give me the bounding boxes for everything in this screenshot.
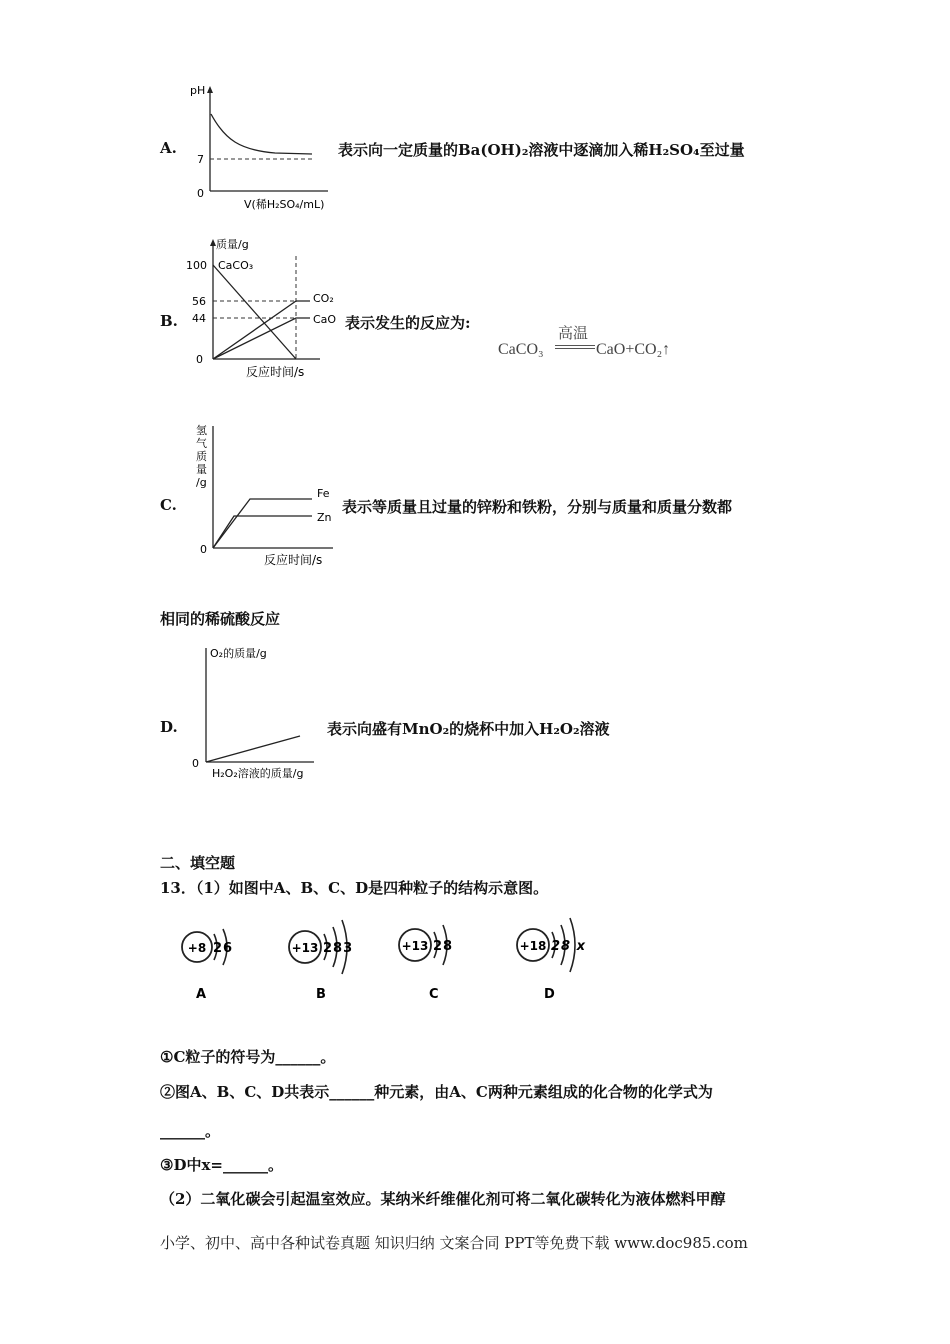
particle-c-nucleus: +13 — [401, 939, 429, 953]
q13-question-1: ①C粒子的符号为______。 — [160, 1048, 336, 1066]
c-y-label-1: 氢 — [196, 424, 207, 437]
particle-b-shells: 283 — [323, 941, 354, 956]
b-tick-56: 56 — [192, 295, 206, 308]
section-title: 二、填空题 — [160, 854, 236, 872]
option-a-letter: A. — [160, 139, 177, 157]
option-c-text: 表示等质量且过量的锌粉和铁粉，分别与质量和质量分数都 — [342, 498, 733, 516]
option-d-text: 表示向盛有MnO₂的烧杯中加入H₂O₂溶液 — [327, 720, 610, 738]
c-series-fe: Fe — [317, 487, 330, 500]
d-origin: 0 — [192, 757, 199, 770]
c-y-label-3: 质 — [196, 450, 207, 463]
b-y-label: 质量/g — [216, 238, 249, 251]
page-footer: 小学、初中、高中各种试卷真题 知识归纳 文案合同 PPT等免费下载 www.doc985.com — [160, 1234, 748, 1252]
option-b-letter: B. — [160, 312, 178, 330]
option-a-graph — [180, 78, 340, 216]
particle-d — [517, 918, 586, 1002]
d-y-label: O₂的质量/g — [210, 647, 267, 660]
particle-b-nucleus: +13 — [291, 941, 319, 955]
equation-left: CaCO₃ — [498, 341, 544, 358]
a-origin: 0 — [197, 187, 204, 200]
particle-a-shells: 26 — [213, 941, 234, 956]
c-y-label-5: /g — [196, 476, 207, 489]
option-a-text: 表示向一定质量的Ba(OH)₂溶液中逐滴加入稀H₂SO₄至过量 — [338, 141, 745, 159]
particle-c-label: C — [429, 987, 439, 1002]
option-b-text: 表示发生的反应为: — [345, 314, 471, 332]
particle-a — [182, 929, 233, 1002]
particle-d-nucleus: +18 — [519, 939, 547, 953]
q13-question-3: ③D中x=______。 — [160, 1156, 283, 1174]
a-x-label: V(稀H₂SO₄/mL) — [244, 198, 325, 211]
c-origin: 0 — [200, 543, 207, 556]
option-b-graph — [180, 232, 345, 384]
option-d-graph — [184, 640, 334, 785]
option-d-letter: D. — [160, 718, 178, 736]
particle-c — [399, 925, 453, 1002]
option-b-equation — [498, 322, 698, 364]
b-series-co2: CO₂ — [313, 292, 334, 305]
d-x-label: H₂O₂溶液的质量/g — [212, 767, 304, 780]
option-c-letter: C. — [160, 496, 177, 514]
particle-d-label: D — [544, 987, 555, 1002]
a-tick-7: 7 — [197, 153, 204, 166]
q13-question-2-cont: ______。 — [160, 1122, 221, 1140]
particle-a-label: A — [196, 987, 207, 1002]
c-y-label-4: 量 — [196, 463, 207, 476]
a-y-label: pH — [190, 84, 206, 97]
particle-d-shells: 28 x — [551, 939, 587, 954]
q13-question-2: ②图A、B、C、D共表示______种元素，由A、C两种元素组成的化合物的化学式为 — [160, 1083, 713, 1101]
option-c-continuation: 相同的稀硫酸反应 — [160, 610, 281, 628]
b-series-cao: CaO — [313, 313, 337, 326]
q13-question-4: （2）二氧化碳会引起温室效应。某纳米纤维催化剂可将二氧化碳转化为液体燃料甲醇 — [160, 1190, 726, 1208]
b-origin: 0 — [196, 353, 203, 366]
b-tick-44: 44 — [192, 312, 206, 325]
option-c-graph — [188, 418, 343, 570]
particle-b — [289, 920, 353, 1002]
equation-right: CaO+CO₂↑ — [596, 341, 671, 358]
particle-c-shells: 28 — [433, 939, 454, 954]
c-x-label: 反应时间/s — [264, 553, 323, 567]
particle-a-nucleus: +8 — [187, 941, 207, 955]
c-y-label-2: 气 — [196, 437, 207, 450]
c-series-zn: Zn — [317, 511, 332, 524]
b-tick-100: 100 — [186, 259, 207, 272]
b-x-label: 反应时间/s — [246, 365, 305, 379]
q13-intro: 13．（1）如图中A、B、C、D是四种粒子的结构示意图。 — [160, 879, 549, 897]
equation-condition: 高温 — [558, 326, 589, 342]
b-series-caco3: CaCO₃ — [218, 259, 254, 272]
particle-diagrams — [170, 912, 590, 1007]
particle-b-label: B — [316, 987, 326, 1002]
